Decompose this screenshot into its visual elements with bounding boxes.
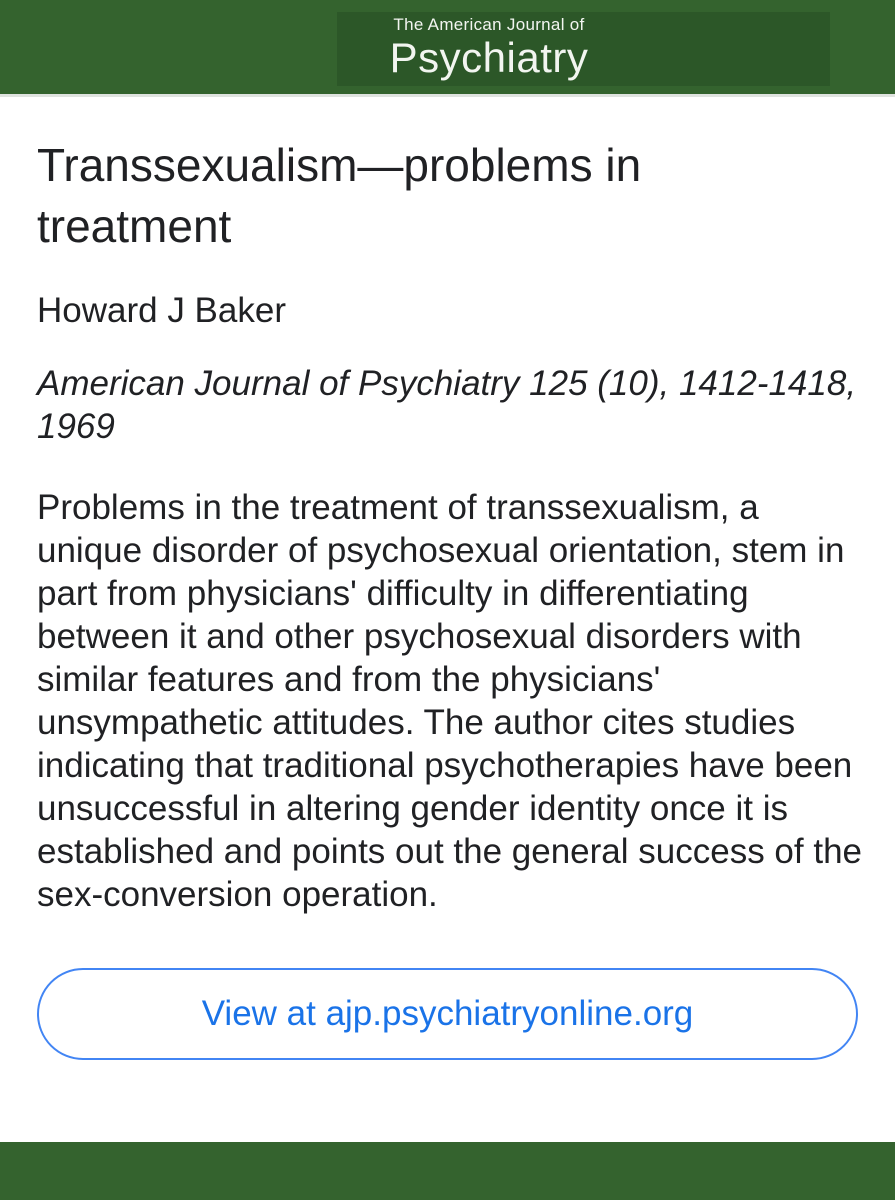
journal-logo-text <box>337 12 627 81</box>
journal-name-small: The American Journal of <box>393 15 585 34</box>
article-citation: American Journal of Psychiatry 125 (10), 1412-1418, 1969 <box>37 364 857 446</box>
journal-header-banner <box>0 0 895 97</box>
journal-name-large: Psychiatry <box>389 34 589 81</box>
journal-logo <box>337 12 830 86</box>
article-author: Howard J Baker <box>37 291 286 330</box>
article-content <box>0 135 895 1060</box>
bottom-green-band <box>0 1142 895 1200</box>
view-at-publisher-button[interactable]: View at ajp.psychiatryonline.org <box>37 968 858 1060</box>
article-title: Transsexualism—problems in treatment <box>37 139 642 252</box>
article-abstract: Problems in the treatment of transsexualism, a unique disorder of psychosexual orientation, stem in part from physicians' difficulty in differentiating between it and other psychosexual disorders with similar features and from the physicians' unsympathetic attitudes. The author cites studies indicating that traditional psychotherapies have been unsuccessful in altering gender identity once it is established and points out the general success of the sex-conversion operation. <box>37 488 862 914</box>
